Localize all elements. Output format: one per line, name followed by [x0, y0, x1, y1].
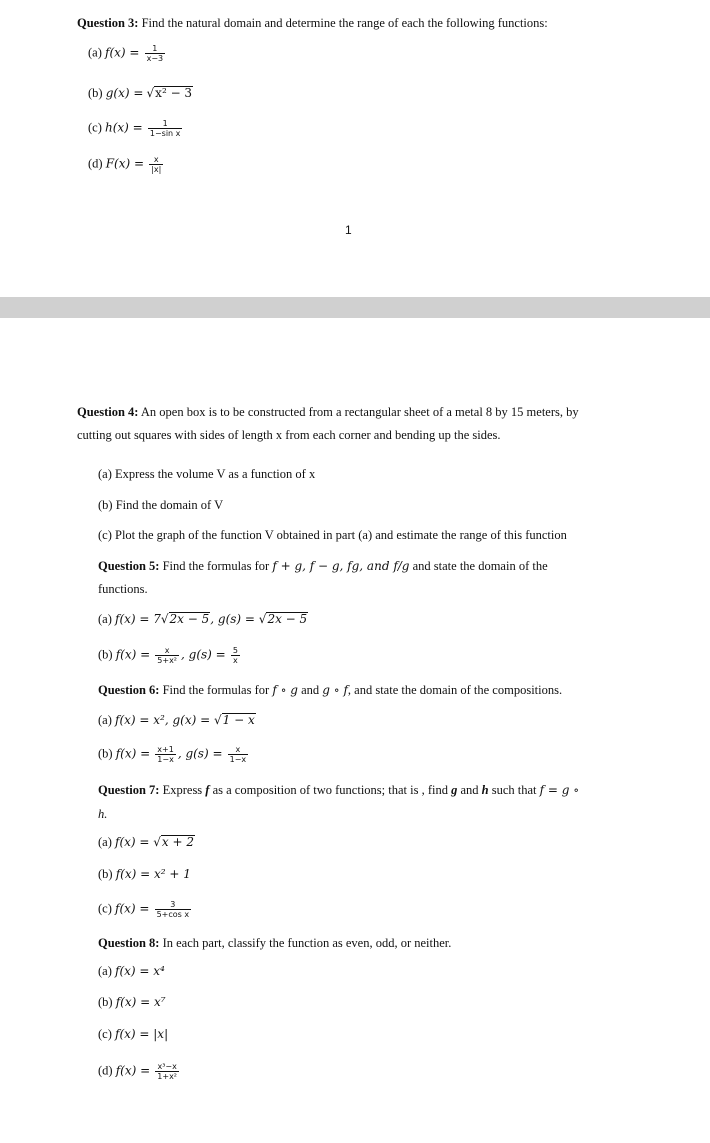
math-lhs: F(x) = [105, 156, 145, 171]
part-label: (d) [98, 1063, 113, 1078]
math-g: , g(s) = [177, 746, 223, 761]
q3-part-a [88, 44, 167, 63]
q7-part-c [98, 900, 193, 919]
q7-part-b [98, 866, 191, 882]
part-text: Express the volume V as a function of x [115, 467, 316, 481]
q4-part-c [98, 527, 567, 543]
math-lhs: f(x) = [115, 835, 154, 849]
part-label: (d) [88, 156, 103, 171]
q4-part-b [98, 497, 223, 513]
fraction: $\frac{x}{\text{5+x²}}$ [157, 646, 178, 665]
radicand: 2x − 5 [169, 612, 210, 626]
fraction: $\frac{x+1}{1-x}$ [157, 745, 174, 764]
q3-part-c [88, 119, 184, 138]
q7-part-a: (a) f(x) = √x + 2 [98, 835, 195, 849]
q4-part-a [98, 466, 315, 482]
q6-formula1: f ∘ g [272, 683, 298, 697]
fraction: $\frac{5}{x}$ [232, 646, 238, 665]
q4-heading [77, 404, 579, 420]
q7-text-b: as a composition of two functions; that is , find [212, 783, 448, 797]
q5-heading [98, 558, 548, 574]
math-lhs: h(x) = [105, 120, 143, 135]
q6-text-and: and [301, 683, 320, 697]
math-g: , g(s) = [181, 647, 226, 662]
math-lhs: g(x) = [105, 86, 144, 100]
math-lhs: f(x) = [105, 45, 140, 60]
fraction: $\frac{\text{x³−x}}{\text{1+x²}}$ [157, 1062, 178, 1081]
part-label: (c) [98, 528, 112, 542]
radicand: x + 2 [161, 835, 195, 849]
q8-label: Question 8: [98, 936, 160, 950]
part-label: (a) [98, 612, 112, 626]
q3-heading [77, 15, 548, 31]
radicand: 1 − x [222, 713, 255, 727]
q8-text: In each part, classify the function as even, odd, or neither. [162, 936, 452, 950]
part-label: (b) [98, 746, 113, 761]
fraction: $\frac{x}{1-x}$ [229, 745, 247, 764]
q4-text-line1: An open box is to be constructed from a rectangular sheet of a metal 8 by 15 meters, by [140, 405, 579, 419]
q5-text-a: Find the formulas for [162, 559, 270, 573]
math-f: f(x) = [115, 746, 151, 761]
q5-part-a: (a) f(x) = 7√2x − 5, g(s) = √2x − 5 [98, 612, 308, 626]
part-label: (c) [98, 1027, 112, 1041]
q6-text-a: Find the formulas for [162, 683, 270, 697]
q7-text-c: such that [491, 783, 537, 797]
q7-label: Question 7: [98, 783, 160, 797]
math-g: , g(s) = [210, 612, 259, 626]
q7-text-line2: h. [98, 807, 108, 821]
radicand: x² − 3 [155, 86, 193, 100]
part-label: (c) [88, 120, 102, 135]
q5-part-b [98, 646, 242, 665]
q8-heading [98, 935, 451, 951]
q7-h: h [481, 783, 489, 797]
q8-part-c [98, 1026, 168, 1042]
q8-part-d [98, 1062, 181, 1081]
q5-label: Question 5: [98, 559, 160, 573]
math-f: f(x) = [115, 647, 151, 662]
fraction: $\frac{1}{\text{1−sin x}}$ [149, 119, 181, 138]
page-number: 1 [345, 223, 352, 237]
fraction: $\frac{3}{\text{5+cos x}}$ [156, 900, 190, 919]
math-f: f(x) = 7 [115, 612, 161, 626]
math-f: f(x) = x², g(x) = [115, 713, 214, 727]
q7-g: g [451, 783, 458, 797]
q8-part-a [98, 963, 165, 979]
q3-part-b: (b) g(x) = √x² − 3 [88, 86, 193, 100]
part-label: (b) [98, 867, 113, 881]
q3-label: Question 3: [77, 16, 139, 30]
part-label: (b) [88, 86, 103, 100]
part-label: (b) [98, 498, 113, 512]
q7-text-and: and [460, 783, 479, 797]
part-label: (a) [98, 835, 112, 849]
q7-formula: f = g ∘ [539, 783, 580, 797]
fraction: $\frac{x}{|x|}$ [151, 155, 162, 174]
part-label: (a) [98, 467, 112, 481]
part-label: (a) [88, 45, 102, 60]
q4-label: Question 4: [77, 405, 139, 419]
page-divider [0, 297, 710, 318]
part-label: (a) [98, 713, 112, 727]
q5-formula: f + g, f − g, fg, and f/g [272, 559, 410, 573]
part-label: (b) [98, 995, 113, 1009]
q6-heading [98, 682, 562, 698]
q5-text-line2: functions. [98, 582, 148, 596]
math-expr: f(x) = |x| [115, 1027, 169, 1041]
radicand: 2x − 5 [267, 612, 308, 626]
q6-part-a: (a) f(x) = x², g(x) = √1 − x [98, 713, 255, 727]
q6-part-b [98, 745, 250, 764]
q6-text-b: , and state the domain of the compositions. [347, 683, 563, 697]
q8-part-b [98, 994, 166, 1010]
math-expr: f(x) = x⁷ [115, 995, 166, 1009]
part-text: Find the domain of V [115, 498, 224, 512]
q3-text: Find the natural domain and determine the range of each the following functions: [141, 16, 548, 30]
fraction: $\frac{1}{x-3}$ [146, 44, 164, 63]
part-label: (c) [98, 901, 112, 916]
q7-f: f [205, 783, 210, 797]
part-label: (b) [98, 647, 113, 662]
q6-formula2: g ∘ f [322, 683, 348, 697]
q6-label: Question 6: [98, 683, 160, 697]
q3-part-d [88, 155, 165, 174]
q7-heading [98, 782, 579, 798]
q7-text-a: Express [162, 783, 203, 797]
math-expr: f(x) = x⁴ [115, 964, 165, 978]
math-expr: f(x) = x² + 1 [115, 867, 191, 881]
q4-text-line2: cutting out squares with sides of length x from each corner and bending up the sides. [77, 428, 501, 442]
part-text: Plot the graph of the function V obtained in part (a) and estimate the range of this function [115, 528, 567, 542]
math-lhs: f(x) = [115, 901, 150, 916]
q5-text-b: and state the domain of the [412, 559, 548, 573]
math-lhs: f(x) = [115, 1063, 151, 1078]
part-label: (a) [98, 964, 112, 978]
